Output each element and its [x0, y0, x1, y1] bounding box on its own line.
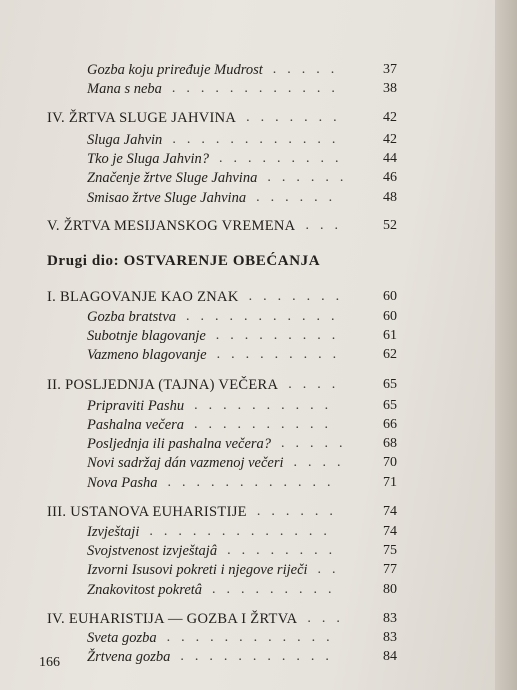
toc-page-number: 42 [383, 132, 397, 147]
dot-leader: ..... [281, 436, 354, 451]
toc-page-number: 61 [383, 328, 397, 343]
dot-leader: .......... [194, 417, 340, 432]
toc-entry-title: I. BLAGOVANJE KAO ZNAK [47, 289, 239, 305]
dot-leader: ........ [227, 543, 344, 558]
toc-subentry [87, 473, 400, 493]
dot-leader: ......... [215, 328, 347, 343]
toc-entry-title: Nova Pasha [87, 475, 158, 491]
toc-chapter [47, 609, 400, 629]
dot-leader: ............ [166, 630, 341, 645]
toc-subentry [87, 168, 400, 188]
toc-page-number: 62 [383, 347, 397, 362]
toc-entry-title: Značenje žrtve Sluge Jahvina [87, 170, 258, 186]
toc-chapter [47, 502, 400, 522]
toc-page-number: 83 [383, 630, 397, 645]
toc-entry-title: II. POSLJEDNJA (TAJNA) VEČERA [47, 377, 279, 393]
dot-leader: .......... [194, 398, 340, 413]
toc-page-number: 80 [383, 582, 397, 597]
toc-subentry [87, 396, 400, 416]
toc-subentry [87, 628, 400, 648]
toc-page-number: 77 [383, 562, 397, 577]
toc-entry-title: Tko je Sluga Jahvin? [87, 151, 210, 167]
part-title: OSTVARENJE OBEĆANJA [123, 253, 321, 269]
toc-entry-title: Mana s neba [87, 81, 162, 97]
toc-entry-title: Znakovitost pokretâ [87, 582, 203, 598]
toc-entry-title: Izvještaji [87, 524, 140, 540]
dot-leader: ............ [171, 81, 346, 96]
dot-leader: ... [305, 218, 349, 233]
toc-subentry [87, 60, 400, 80]
toc-page-number: 75 [383, 543, 397, 558]
dot-leader: ..... [272, 62, 346, 77]
toc-entry-title: Vazmeno blagovanje [87, 347, 207, 363]
dot-leader: ... [307, 611, 351, 626]
toc-entry-title: Subotnje blagovanje [87, 328, 206, 344]
toc-page-number: 38 [383, 81, 397, 96]
dot-leader: ......... [219, 151, 350, 166]
dot-leader: ......... [212, 582, 343, 597]
toc-page-number: 83 [383, 611, 397, 626]
page-edge [495, 0, 517, 690]
toc-page-number: 65 [383, 398, 397, 413]
toc-page-number: 65 [383, 377, 397, 392]
toc-page-number: 74 [383, 524, 397, 539]
dot-leader: ....... [248, 289, 351, 304]
toc-entry-title: Pashalna večera [87, 417, 185, 433]
toc-entry-title: Gozba koju priređuje Mudrost [87, 62, 263, 78]
dot-leader: ........... [180, 649, 340, 664]
toc-entry-title: Pripraviti Pashu [87, 398, 185, 414]
toc-entry-title: Žrtvena gozba [87, 649, 171, 665]
toc-subentry [87, 149, 400, 169]
toc-entry-title: Gozba bratstva [87, 309, 177, 325]
toc-entry-title: Sluga Jahvin [87, 132, 163, 148]
dot-leader: ............ [172, 132, 347, 147]
toc-chapter [47, 375, 400, 395]
dot-leader: ........... [186, 309, 346, 324]
toc-subentry [87, 541, 400, 561]
toc-page-number: 70 [383, 455, 397, 470]
toc-page-number: 46 [383, 170, 397, 185]
page-number: 166 [39, 655, 60, 670]
toc-entry-title: Izvorni Isusovi pokreti i njegove riječi [87, 562, 308, 578]
toc-entry-title: III. USTANOVA EUHARISTIJE [47, 504, 247, 520]
dot-leader: ....... [246, 110, 348, 125]
toc-page-number: 42 [383, 110, 397, 125]
dot-leader: ............. [149, 524, 338, 539]
dot-leader: ......... [216, 347, 348, 362]
toc-entry-title: Novi sadržaj dán vazmenoj večeri [87, 455, 284, 471]
toc-subentry [87, 345, 400, 365]
toc-subentry [87, 130, 400, 150]
toc-chapter [47, 216, 400, 236]
part-heading [47, 253, 320, 270]
toc-page-number: 84 [383, 649, 397, 664]
toc-entry-title: IV. ŽRTVA SLUGE JAHVINA [47, 110, 237, 126]
dot-leader: .. [317, 562, 347, 577]
toc-subentry [87, 560, 400, 580]
toc-subentry [87, 434, 400, 454]
toc-entry-title: Smisao žrtve Sluge Jahvina [87, 190, 247, 206]
toc-subentry [87, 453, 400, 473]
toc-subentry [87, 522, 400, 542]
toc-page-number: 52 [383, 218, 397, 233]
dot-leader: .... [288, 377, 347, 392]
toc-page-number: 66 [383, 417, 397, 432]
toc-entry-title: Posljednja ili pashalna večera? [87, 436, 272, 452]
toc-subentry [87, 307, 400, 327]
toc-entry-title: Svojstvenost izvještajâ [87, 543, 218, 559]
toc-page-number: 68 [383, 436, 397, 451]
dot-leader: ............ [167, 475, 342, 490]
toc-subentry [87, 79, 400, 99]
dot-leader: ...... [256, 190, 344, 205]
part-label: Drugi dio: [47, 253, 124, 269]
toc-subentry [87, 647, 400, 667]
toc-page-number: 60 [383, 309, 397, 324]
toc-entry-title: Sveta gozba [87, 630, 157, 646]
dot-leader: .... [293, 455, 352, 470]
dot-leader: ...... [267, 170, 355, 185]
toc-entry-title: IV. EUHARISTIJA — GOZBA I ŽRTVA [47, 611, 298, 627]
toc-page-number: 44 [383, 151, 397, 166]
toc-subentry [87, 326, 400, 346]
toc-entry-title: V. ŽRTVA MESIJANSKOG VREMENA [47, 218, 296, 234]
toc-subentry [87, 580, 400, 600]
toc-page-number: 60 [383, 289, 397, 304]
toc-page-number: 37 [383, 62, 397, 77]
toc-chapter [47, 287, 400, 307]
toc-page-number: 71 [383, 475, 397, 490]
toc-subentry [87, 415, 400, 435]
toc-chapter [47, 108, 400, 128]
dot-leader: ...... [256, 504, 344, 519]
toc-subentry [87, 188, 400, 208]
toc-page-number: 48 [383, 190, 397, 205]
toc-page-number: 74 [383, 504, 397, 519]
